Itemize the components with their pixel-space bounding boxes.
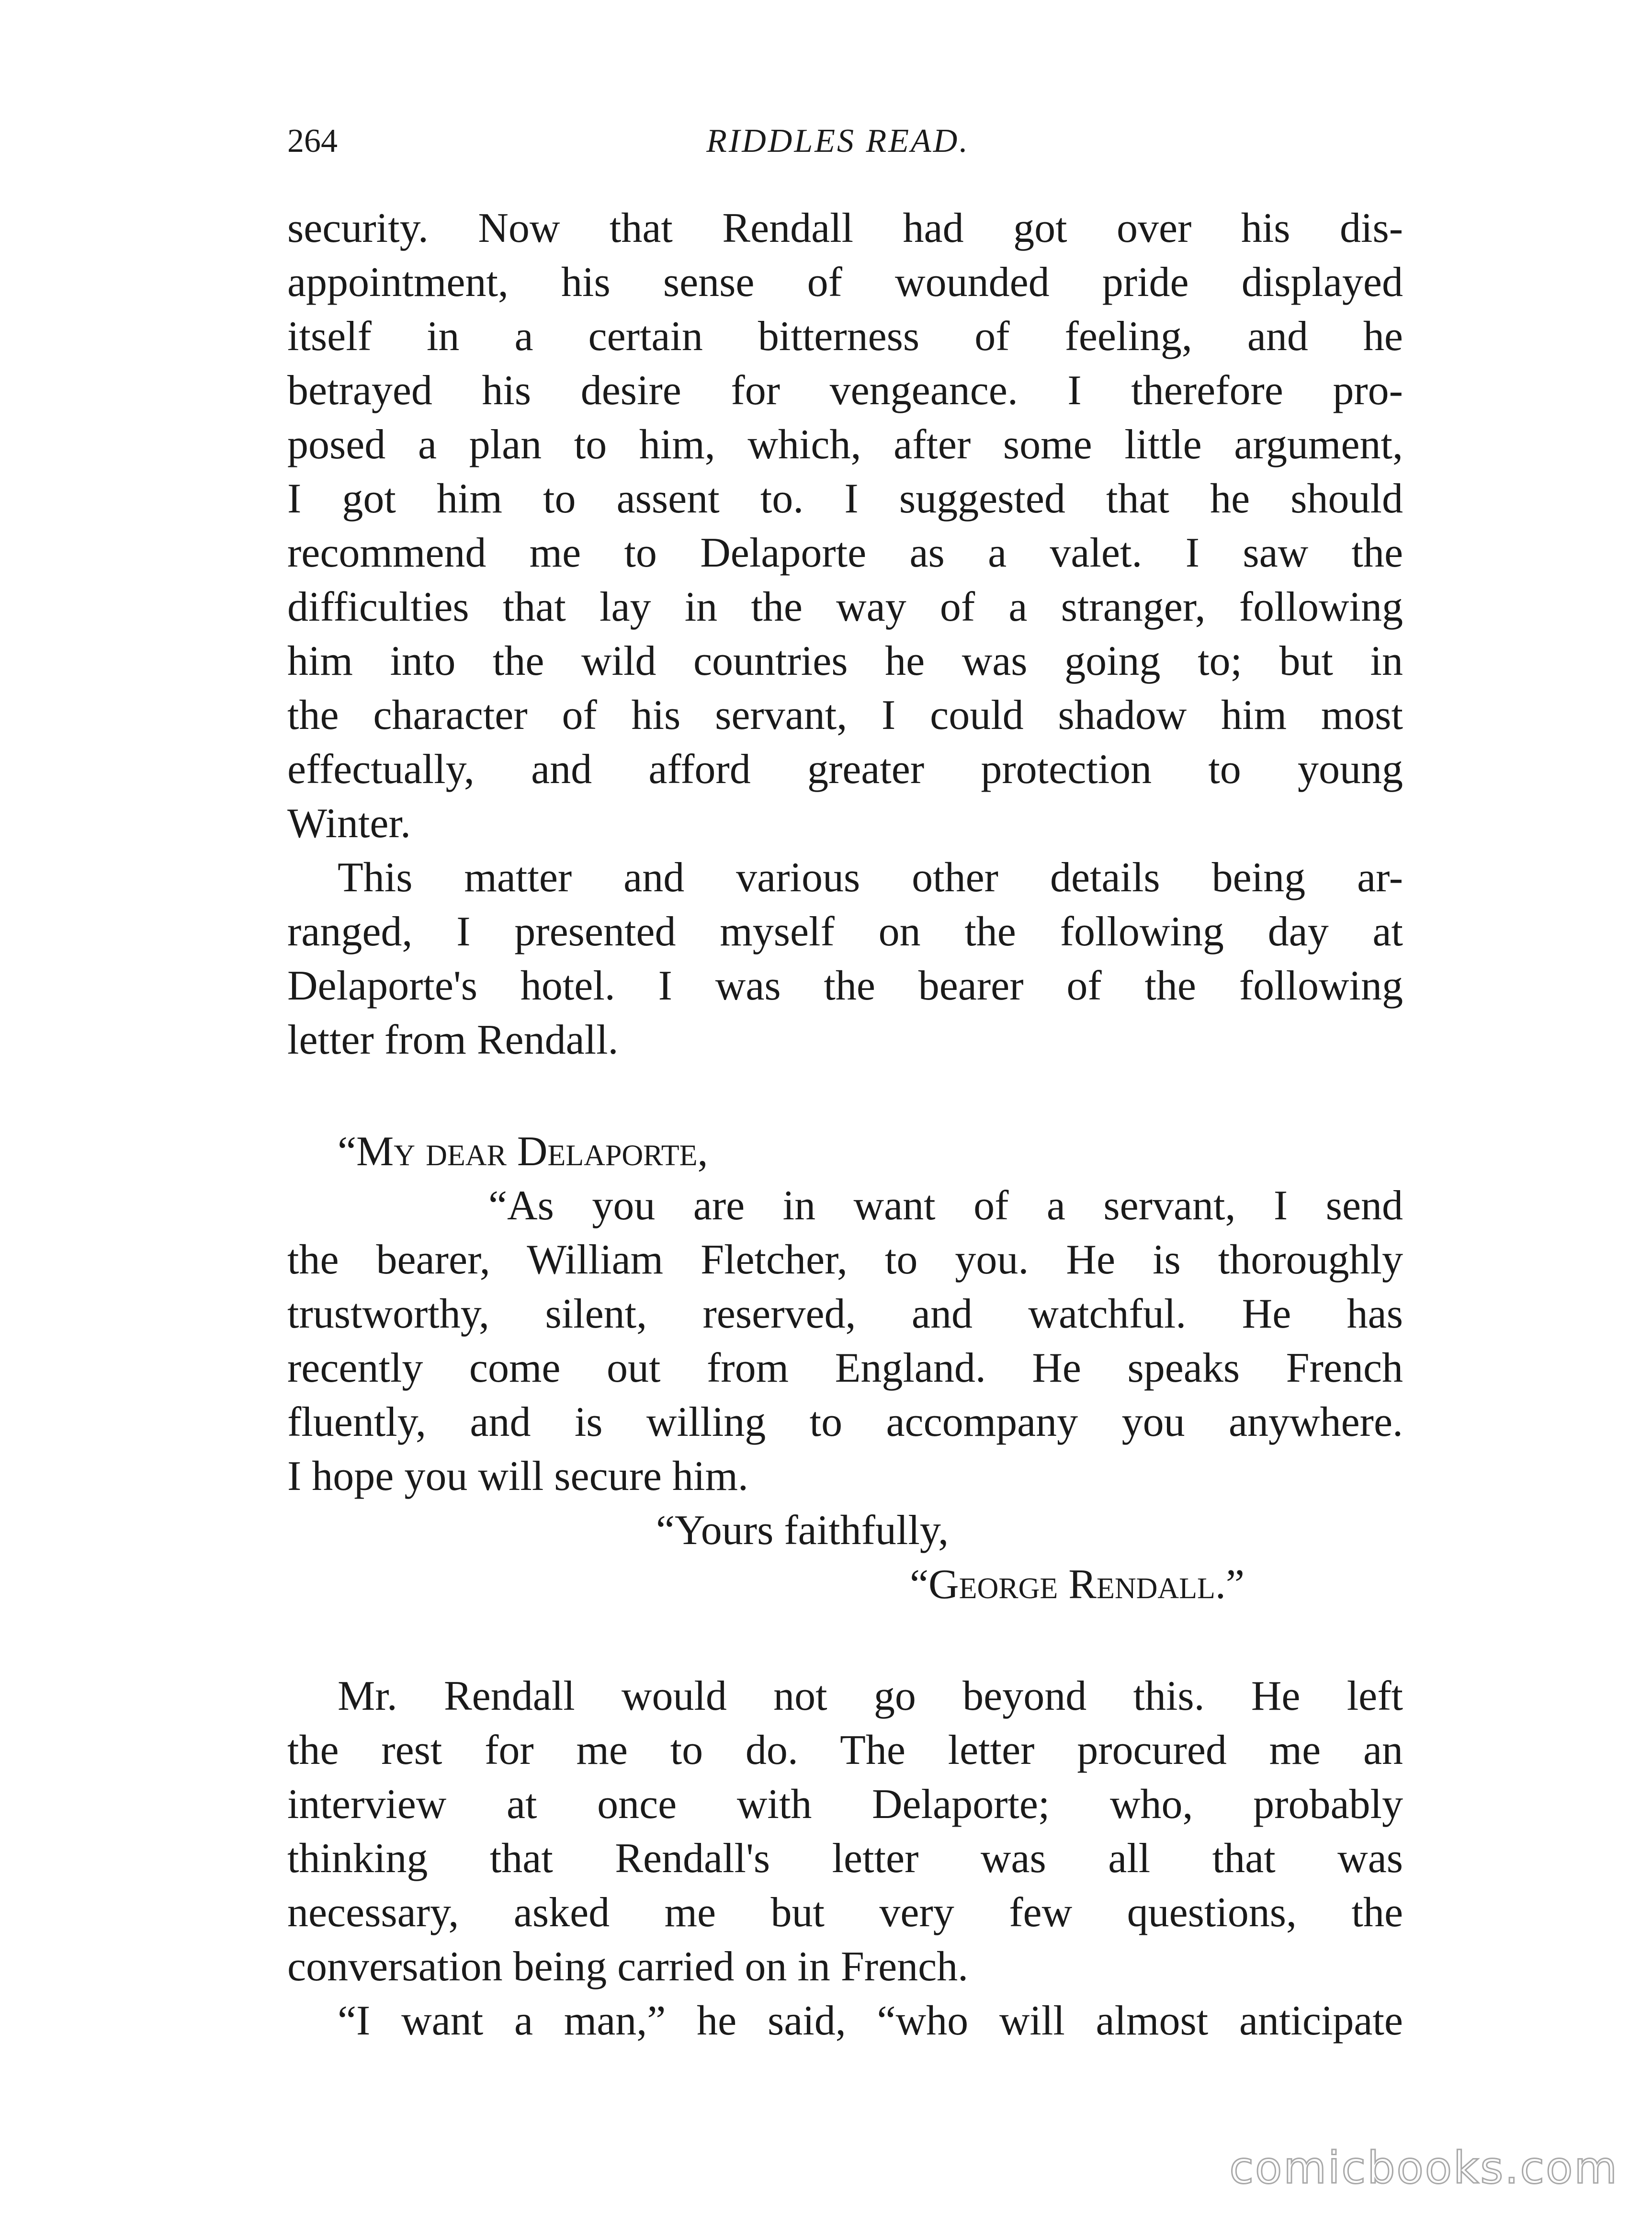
spacer [287, 1067, 1403, 1125]
text-line: recommend me to Delaporte as a valet. I saw the [287, 530, 1403, 576]
running-title: RIDDLES READ. [706, 123, 970, 159]
page-header [287, 117, 1389, 170]
text-line: “I want a man,” he said, “who will almost anticipate [338, 1998, 1403, 2044]
text-line: fluently, and is willing to accompany you anywhere. [287, 1399, 1403, 1445]
text-line: ranged, I presented myself on the following day at [287, 909, 1403, 955]
paragraph [287, 1669, 1403, 1994]
text-line: necessary, asked me but very few questions, the [287, 1889, 1403, 1936]
spacer [287, 1612, 1403, 1669]
text-line: itself in a certain bitterness of feeling, and he [287, 313, 1403, 360]
text-line: Delaporte's hotel. I was the bearer of the following [287, 963, 1403, 1009]
watermark: comicbooks.com [1229, 2142, 1618, 2193]
paragraph [287, 851, 1403, 1067]
text-line: him into the wild countries he was going to; but in [287, 638, 1403, 684]
page-number: 264 [287, 123, 338, 159]
text-line: This matter and various other details being ar- [338, 854, 1403, 901]
text-line: “As you are in want of a servant, I send [488, 1182, 1403, 1229]
text-line: the character of his servant, I could shadow him most [287, 692, 1403, 739]
text-line: I got him to assent to. I suggested that he should [287, 476, 1403, 522]
text-line: appointment, his sense of wounded pride displayed [287, 259, 1403, 306]
text-line: recently come out from England. He speaks French [287, 1345, 1403, 1391]
paragraph [287, 1994, 1403, 2048]
letter-closing: “Yours faithfully, [656, 1507, 949, 1554]
text-line: posed a plan to him, which, after some little argument, [287, 421, 1403, 468]
text-line: difficulties that lay in the way of a stranger, following [287, 584, 1403, 630]
text-line: trustworthy, silent, reserved, and watchful. He has [287, 1291, 1403, 1337]
text-line: interview at once with Delaporte; who, probably [287, 1781, 1403, 1828]
text-line: the rest for me to do. The letter procured me an [287, 1727, 1403, 1773]
quoted-letter [287, 1125, 1403, 1612]
paragraph [287, 201, 1403, 851]
text-line: security. Now that Rendall had got over his dis- [287, 205, 1403, 251]
text-line: I hope you will secure him. [287, 1453, 748, 1500]
text-line: betrayed his desire for vengeance. I therefore pro- [287, 367, 1403, 414]
text-line: Winter. [287, 800, 411, 847]
text-line: the bearer, William Fletcher, to you. He is thoroughly [287, 1237, 1403, 1283]
letter-signature: “George Rendall.” [910, 1561, 1245, 1608]
text-line: letter from Rendall. [287, 1017, 619, 1063]
letter-salutation: “My dear Delaporte, [338, 1128, 708, 1175]
text-line: thinking that Rendall's letter was all that was [287, 1835, 1403, 1882]
text-line: Mr. Rendall would not go beyond this. He left [338, 1673, 1403, 1719]
page-body [287, 201, 1403, 2048]
text-line: effectually, and afford greater protection to young [287, 746, 1403, 793]
text-line: conversation being carried on in French. [287, 1943, 969, 1990]
